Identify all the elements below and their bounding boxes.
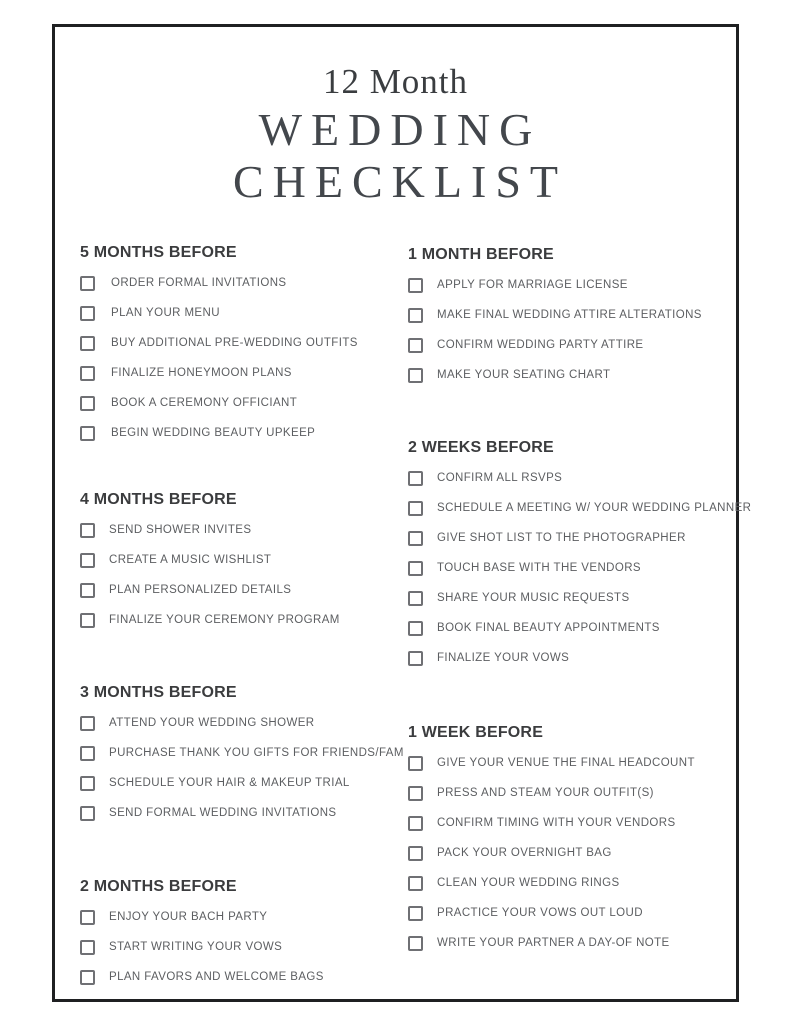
checklist-item (80, 418, 358, 448)
checkbox[interactable] (80, 276, 95, 291)
checklist-item-label: GIVE SHOT LIST TO THE PHOTOGRAPHER (437, 532, 686, 544)
checklist-item-label: FINALIZE YOUR CEREMONY PROGRAM (109, 614, 340, 626)
checklist-item (408, 360, 702, 390)
section-1-week-before (408, 724, 695, 958)
checklist-item-label: APPLY FOR MARRIAGE LICENSE (437, 279, 628, 291)
checkbox[interactable] (80, 806, 95, 821)
checklist-item-label: SEND FORMAL WEDDING INVITATIONS (109, 807, 337, 819)
title-wedding: WEDDING (258, 104, 542, 155)
checklist-item-label: BOOK A CEREMONY OFFICIANT (111, 397, 298, 409)
section-heading: 4 MONTHS BEFORE (80, 491, 237, 508)
checkbox[interactable] (80, 970, 95, 985)
checklist-item (80, 515, 340, 545)
checklist-item-label: PRESS AND STEAM YOUR OUTFIT(S) (437, 787, 654, 799)
checkbox[interactable] (408, 786, 423, 801)
checkbox[interactable] (80, 553, 95, 568)
checklist-item (408, 463, 751, 493)
checklist-item-label: MAKE YOUR SEATING CHART (437, 369, 611, 381)
checkbox[interactable] (408, 561, 423, 576)
checklist-item-label: CONFIRM ALL RSVPS (437, 472, 563, 484)
checkbox[interactable] (408, 501, 423, 516)
checklist-item (80, 298, 358, 328)
checkbox[interactable] (80, 523, 95, 538)
checkbox[interactable] (80, 776, 95, 791)
checkbox[interactable] (408, 591, 423, 606)
checklist-item-label: ENJOY YOUR BACH PARTY (109, 911, 268, 923)
checklist-item-label: TOUCH BASE WITH THE VENDORS (437, 562, 641, 574)
checklist-item-label: PACK YOUR OVERNIGHT BAG (437, 847, 612, 859)
title-block (52, 62, 739, 206)
section-1-month-before (408, 246, 702, 390)
checklist-item (408, 523, 751, 553)
checklist-item (408, 270, 702, 300)
section-2-weeks-before (408, 439, 751, 673)
checklist-item (408, 553, 751, 583)
checklist-item-label: CONFIRM WEDDING PARTY ATTIRE (437, 339, 644, 351)
checklist-item (408, 868, 695, 898)
checklist-item (408, 493, 751, 523)
checkbox[interactable] (408, 816, 423, 831)
checkbox[interactable] (80, 716, 95, 731)
checklist-item-label: SEND SHOWER INVITES (109, 524, 252, 536)
title-subheading: 12 Month (322, 62, 469, 101)
checklist-item-label: SHARE YOUR MUSIC REQUESTS (437, 592, 630, 604)
checklist-item-label: START WRITING YOUR VOWS (109, 941, 283, 953)
checklist-item-label: PLAN PERSONALIZED DETAILS (109, 584, 292, 596)
checklist-item (408, 330, 702, 360)
checklist-item-label: CREATE A MUSIC WISHLIST (109, 554, 272, 566)
checkbox[interactable] (80, 746, 95, 761)
checklist-item-label: SCHEDULE A MEETING W/ YOUR WEDDING PLANNER (437, 502, 752, 514)
checkbox[interactable] (408, 876, 423, 891)
checklist-item-label: SCHEDULE YOUR HAIR & MAKEUP TRIAL (109, 777, 350, 789)
section-5-months-before (80, 244, 358, 448)
checklist-item (408, 583, 751, 613)
checkbox[interactable] (80, 910, 95, 925)
checklist-item-label: PRACTICE YOUR VOWS OUT LOUD (437, 907, 643, 919)
checklist-item (408, 300, 702, 330)
checklist-item (80, 962, 324, 992)
checklist-item (80, 545, 340, 575)
checklist-item (408, 613, 751, 643)
checklist-item (408, 838, 695, 868)
checkbox[interactable] (80, 613, 95, 628)
checklist-item-label: CLEAN YOUR WEDDING RINGS (437, 877, 620, 889)
checkbox[interactable] (408, 368, 423, 383)
checkbox[interactable] (408, 651, 423, 666)
checklist-item (408, 928, 695, 958)
checklist-item (80, 798, 404, 828)
checklist-item-label: MAKE FINAL WEDDING ATTIRE ALTERATIONS (437, 309, 702, 321)
checkbox[interactable] (408, 338, 423, 353)
checkbox[interactable] (80, 396, 95, 411)
checklist-item-label: BUY ADDITIONAL PRE-WEDDING OUTFITS (111, 337, 358, 349)
checkbox[interactable] (80, 336, 95, 351)
section-4-months-before (80, 491, 340, 635)
checklist-item (408, 898, 695, 928)
checklist-item (80, 902, 324, 932)
checklist-item (408, 808, 695, 838)
section-3-months-before (80, 684, 404, 828)
checklist-item (408, 643, 751, 673)
checkbox[interactable] (80, 426, 95, 441)
checkbox[interactable] (408, 471, 423, 486)
section-heading: 2 MONTHS BEFORE (80, 878, 237, 895)
checklist-item-label: ORDER FORMAL INVITATIONS (111, 277, 287, 289)
checklist-item (80, 358, 358, 388)
section-heading: 1 MONTH BEFORE (408, 246, 554, 263)
checkbox[interactable] (80, 366, 95, 381)
checkbox[interactable] (408, 756, 423, 771)
checklist-item (80, 388, 358, 418)
checklist-item-label: BEGIN WEDDING BEAUTY UPKEEP (111, 427, 316, 439)
checklist-item-label: GIVE YOUR VENUE THE FINAL HEADCOUNT (437, 757, 695, 769)
section-2-months-before (80, 878, 324, 992)
checklist-item (80, 268, 358, 298)
checklist-item-label: PURCHASE THANK YOU GIFTS FOR FRIENDS/FAM (109, 747, 404, 759)
checklist-item (80, 575, 340, 605)
checkbox[interactable] (408, 846, 423, 861)
checkbox[interactable] (408, 308, 423, 323)
checklist-item-label: FINALIZE HONEYMOON PLANS (111, 367, 292, 379)
section-heading: 3 MONTHS BEFORE (80, 684, 237, 701)
checkbox[interactable] (408, 936, 423, 951)
section-heading: 2 WEEKS BEFORE (408, 439, 554, 456)
checkbox[interactable] (80, 940, 95, 955)
checklist-item-label: PLAN YOUR MENU (111, 307, 220, 319)
checkbox[interactable] (408, 906, 423, 921)
checklist-item-label: BOOK FINAL BEAUTY APPOINTMENTS (437, 622, 660, 634)
section-heading: 1 WEEK BEFORE (408, 724, 544, 741)
checkbox[interactable] (408, 621, 423, 636)
checklist-item (80, 738, 404, 768)
checklist-item (80, 932, 324, 962)
checklist-item-label: ATTEND YOUR WEDDING SHOWER (109, 717, 315, 729)
checkbox[interactable] (408, 278, 423, 293)
checklist-item (80, 605, 340, 635)
title-checklist: CHECKLIST (233, 156, 567, 207)
checklist-item (408, 778, 695, 808)
checklist-item (80, 328, 358, 358)
checklist-item (80, 768, 404, 798)
checkbox[interactable] (80, 583, 95, 598)
checkbox[interactable] (80, 306, 95, 321)
checkbox[interactable] (408, 531, 423, 546)
section-heading: 5 MONTHS BEFORE (80, 244, 237, 261)
checklist-item (80, 708, 404, 738)
checklist-item-label: PLAN FAVORS AND WELCOME BAGS (109, 971, 324, 983)
checklist-item-label: WRITE YOUR PARTNER A DAY-OF NOTE (437, 937, 670, 949)
checklist-item (408, 748, 695, 778)
checklist-item-label: FINALIZE YOUR VOWS (437, 652, 570, 664)
checklist-item-label: CONFIRM TIMING WITH YOUR VENDORS (437, 817, 676, 829)
